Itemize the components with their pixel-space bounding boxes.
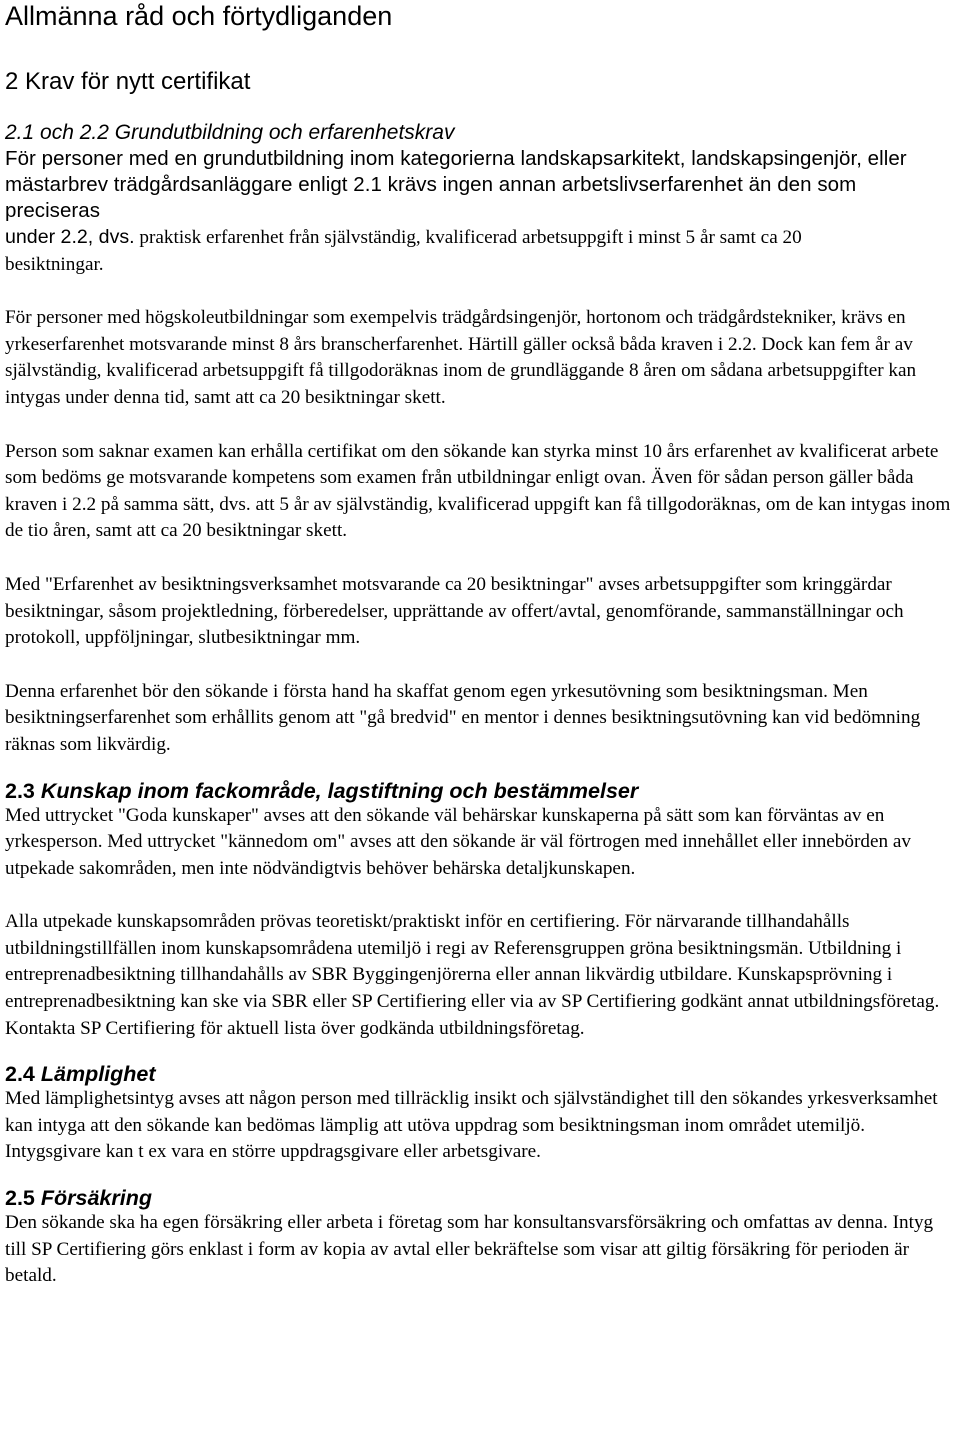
section-2-5-heading xyxy=(5,1186,954,1210)
section-2-4-paragraph-1: Med lämplighetsintyg avses att någon person med tillräcklig insikt och självständighet till den sökandes yrkesverksamhet kan intyga att den sökande kan bedömas lämplig att utöva uppdrag som besiktningsman inom området utemiljö. Intygsgivare kan t ex vara en större uppdragsgivare eller arbetsgivare. xyxy=(5,1088,938,1163)
paragraph-spacer xyxy=(5,278,954,305)
section-spacer xyxy=(5,759,954,779)
section-2-3-heading xyxy=(5,779,954,803)
paragraph-line xyxy=(5,224,954,252)
paragraph-line: För personer med en grundutbildning inom kategorierna landskapsarkitekt, landskapsingenjör, eller xyxy=(5,147,907,170)
paragraph-line: besiktningar. xyxy=(5,253,104,275)
section-title: Kunskap inom fackområde, lagstiftning och bestämmelser xyxy=(34,778,639,803)
document-title: Allmänna råd och förtydliganden xyxy=(5,1,393,31)
section-2-3 xyxy=(5,759,954,1043)
section-title: Lämplighet xyxy=(34,1062,156,1087)
paragraph-text-sans: under 2.2, dvs. xyxy=(5,226,135,248)
section-2-3-paragraph-2: Alla utpekade kunskapsområden prövas teoretiskt/praktiskt inför en certifiering. För närvarande tillhandahålls utbildningstillfällen inom kunskapsområdena utemiljö i regi av Referensgruppen gröna besiktningsmän. Utbildning i entreprenadbesiktning tillhandahålls av SBR Byggingenjörerna eller annan likvärdig utbildare. Kunskapsprövning i entreprenadbesiktning kan ske via SBR eller SP Certifiering eller via av SP Certifiering godkänt annat utbildningsföretag. Kontakta SP Certifiering för aktuell lista över godkända utbildningsföretag. xyxy=(5,911,940,1039)
section-2-1-paragraph-1 xyxy=(5,146,954,278)
section-2-1-paragraph-5: Denna erfarenhet bör den sökande i första hand ha skaffat genom egen yrkesutövning som besiktningsman. Men besiktningserfarenhet som erhållits genom att "gå bredvid" en mentor i dennes besiktningsutövning kan vid bedömning räknas som likvärdig. xyxy=(5,680,921,755)
section-2-heading: 2 Krav för nytt certifikat xyxy=(5,68,251,95)
paragraph-spacer xyxy=(5,545,954,572)
section-2-3-paragraph-1: Med uttrycket "Goda kunskaper" avses att den sökande väl behärskar kunskaperna på sätt som kan förväntas av en yrkesperson. Med uttrycket "kännedom om" avses att den sökande är väl förtrogen med innehållet eller innebörden av utpekade sakområden, men inte nödvändigtvis behöver behärska detaljkunskapen. xyxy=(5,804,911,879)
section-spacer xyxy=(5,1042,954,1062)
paragraph-spacer xyxy=(5,882,954,909)
section-2-5-paragraph-1: Den sökande ska ha egen försäkring eller arbeta i företag som har konsultansvarsförsäkring och omfattas av denna. Intyg till SP Certifiering görs enklast i form av kopia av avtal eller bekräftelse som visar att giltig försäkring för perioden är betald. xyxy=(5,1212,934,1287)
section-2-4-heading xyxy=(5,1062,954,1086)
section-title: Försäkring xyxy=(34,1186,152,1211)
section-2-1-paragraph-4: Med "Erfarenhet av besiktningsverksamhet motsvarande ca 20 besiktningar" avses arbetsuppgifter som kringgärdar besiktningar, såsom projektledning, förberedelser, upprättande av offert/avtal, genomförande, sammanställningar och protokoll, uppföljningar, slutbesiktningar mm. xyxy=(5,573,904,649)
section-2-1-heading: 2.1 och 2.2 Grundutbildning och erfarenhetskrav xyxy=(5,121,455,144)
section-2-5 xyxy=(5,1166,954,1290)
section-number: 2.3 xyxy=(5,778,35,803)
section-2-4 xyxy=(5,1042,954,1166)
paragraph-line: mästarbrev trädgårdsanläggare enligt 2.1 krävs ingen annan arbetslivserfarenhet än den som preciseras xyxy=(5,173,857,222)
section-spacer xyxy=(5,1166,954,1186)
paragraph-text-serif: praktisk erfarenhet från självständig, kvalificerad arbetsuppgift i minst 5 år samt ca 20 xyxy=(134,227,802,248)
section-number: 2.4 xyxy=(5,1062,35,1087)
section-2-1-paragraph-2: För personer med högskoleutbildningar som exempelvis trädgårdsingenjör, hortonom och trädgårdstekniker, krävs en yrkeserfarenhet motsvarande minst 8 års branscherfarenhet. Härtill gäller också båda kraven i 2.2. Dock kan fem år av självständig, kvalificerad arbetsuppgift få tillgodoräknas inom de grundläggande 8 åren om sådana arbetsuppgifter kan intygas under denna tid, samt att ca 20 besiktningar skett. xyxy=(5,307,917,408)
paragraph-spacer xyxy=(5,652,954,679)
paragraph-spacer xyxy=(5,412,954,439)
section-2-1-paragraph-3: Person som saknar examen kan erhålla certifikat om den sökande kan styrka minst 10 års erfarenhet av kvalificerat arbete som bedöms ge motsvarande kompetens som examen från utbildningar enligt ovan. Även för sådan person gäller båda kraven i 2.2 på samma sätt, dvs. att 5 år av självständig, kvalificerad uppgift kan få tillgodoräknas, om de kan intygas inom de tio åren, samt att ca 20 besiktningar skett. xyxy=(5,440,951,542)
section-number: 2.5 xyxy=(5,1186,35,1211)
section-2-1 xyxy=(5,120,954,759)
